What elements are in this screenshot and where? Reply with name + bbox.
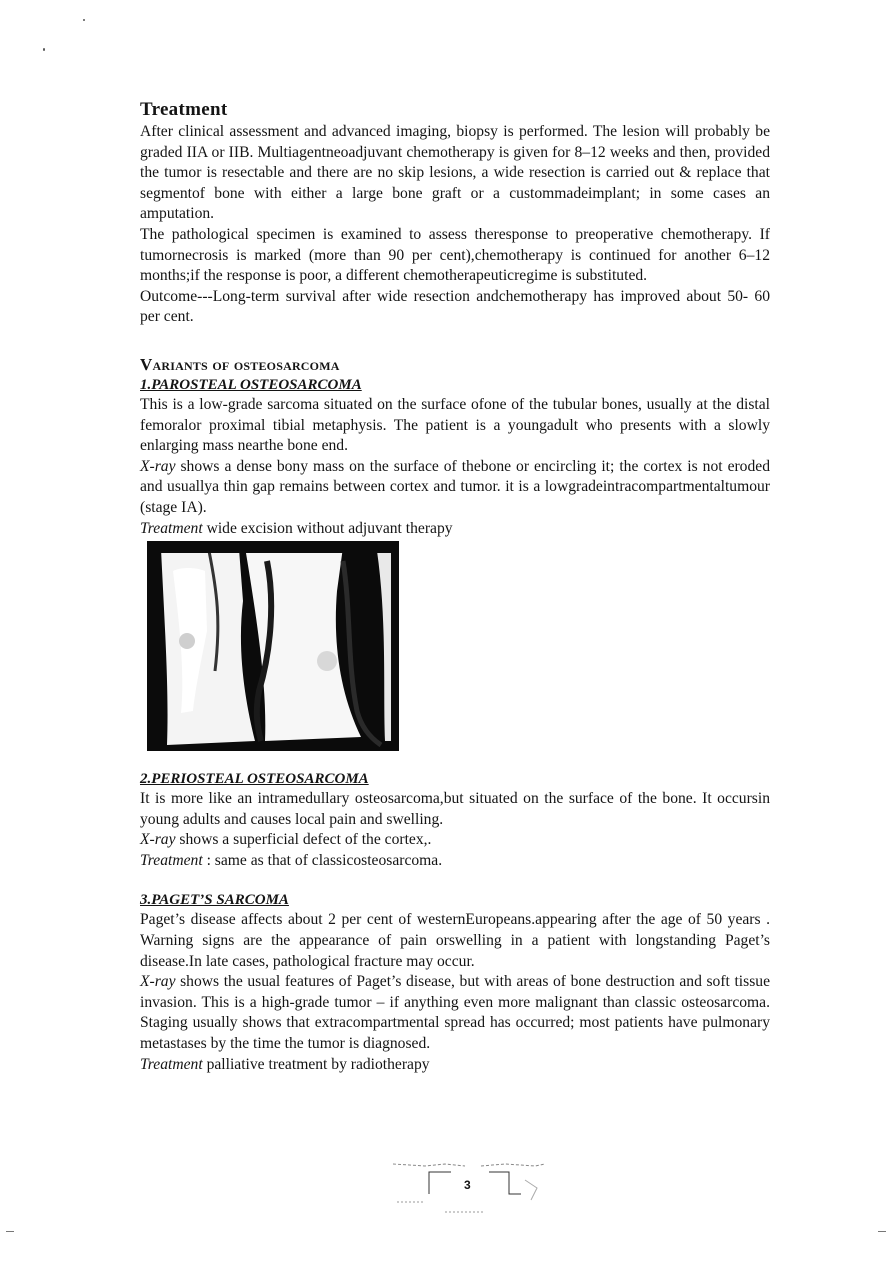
treatment-paragraph: After clinical assessment and advanced imaging, biopsy is performed. The lesion will probably be graded IIA or IIB. Multiagentneoadjuvant chemotherapy is given for 8–12 weeks and then, provided the tumor is resectable and there are no skip lesions, a wide resection is carried out & replace that segmentof bone with either a large bone graft or a custommadeimplant; in some cases an amputation. xyxy=(140,123,770,223)
parosteal-paragraph: This is a low-grade sarcoma situated on the surface ofone of the tubular bones, usually at the distal femoralor proximal tibial metaphysis. The patient is a youngadult who presents with a slowly enlarging mass nearthe bone end. xyxy=(140,395,770,455)
pagets-xray-paragraph xyxy=(140,972,770,1054)
pagets-paragraph: Paget’s disease affects about 2 per cent of westernEuropeans.appearing after the age of 50 years . Warning signs are the appearance of pain orswelling in a patient with longstanding Paget’s disease.In late cases, pathological fracture may occur. xyxy=(140,911,770,970)
xray-label: X-ray xyxy=(140,457,176,475)
xray-illustration xyxy=(147,541,399,751)
scan-speck xyxy=(83,19,85,21)
treatment-heading: Treatment xyxy=(140,99,228,120)
page-number: 3 xyxy=(464,1178,471,1192)
variants-heading: Variants of osteosarcoma xyxy=(140,354,340,374)
scan-speck xyxy=(43,48,45,51)
treatment-text: palliative treatment by radiotherapy xyxy=(202,1055,430,1073)
xray-image xyxy=(147,541,399,751)
parosteal-treatment-paragraph xyxy=(140,519,770,540)
parosteal-xray-paragraph xyxy=(140,457,770,519)
treatment-text: wide excision without adjuvant therapy xyxy=(202,519,453,537)
periosteal-xray-paragraph xyxy=(140,830,770,851)
periosteal-treatment-paragraph xyxy=(140,851,770,872)
xray-text: shows the usual features of Paget’s disease, but with areas of bone destruction and soft tissue invasion. This is a high-grade tumor – if anything even more malignant than classic osteosarcoma. Staging usually shows that extracompartmental spread has occurred; most patients have pulmonary metastases by the time the tumor is diagnosed. xyxy=(140,973,770,1053)
periosteal-paragraph: It is more like an intramedullary osteosarcoma,but situated on the surface of the bone. It occursin young adults and causes local pain and swelling. xyxy=(140,790,770,828)
parosteal-title: 1.PAROSTEAL OSTEOSARCOMA xyxy=(140,376,362,393)
pagets-title: 3.PAGET’S SARCOMA xyxy=(140,892,289,909)
treatment-label: Treatment xyxy=(140,851,203,869)
pagets-treatment-paragraph xyxy=(140,1055,770,1076)
xray-text: shows a dense bony mass on the surface of thebone or encircling it; the cortex is not eroded and usuallya thin gap remains between cortex and tumor. it is a lowgradeintracompartmentaltumour (stage IA). xyxy=(140,457,770,516)
page-footer xyxy=(385,1158,555,1218)
treatment-text: : same as that of classicosteosarcoma. xyxy=(202,851,443,869)
xray-label: X-ray xyxy=(140,831,176,849)
treatment-paragraph: The pathological specimen is examined to assess theresponse to preoperative chemotherapy. If tumornecrosis is marked (more than 90 per cent),chemotherapy is continued for another 6–12 months;if the response is poor, a different chemotherapeuticregime is substituted. xyxy=(140,225,770,285)
outcome-paragraph: Outcome---Long-term survival after wide resection andchemotherapy has improved about 50- 60 per cent. xyxy=(140,287,770,326)
page-content xyxy=(140,98,770,1075)
scan-edge-mark xyxy=(6,1231,14,1232)
periosteal-title: 2.PERIOSTEAL OSTEOSARCOMA xyxy=(140,771,369,788)
scan-edge-mark xyxy=(878,1231,886,1232)
treatment-label: Treatment xyxy=(140,1055,203,1073)
xray-text: shows a superficial defect of the cortex,. xyxy=(175,831,432,849)
xray-label: X-ray xyxy=(140,973,176,991)
treatment-label: Treatment xyxy=(140,519,203,537)
